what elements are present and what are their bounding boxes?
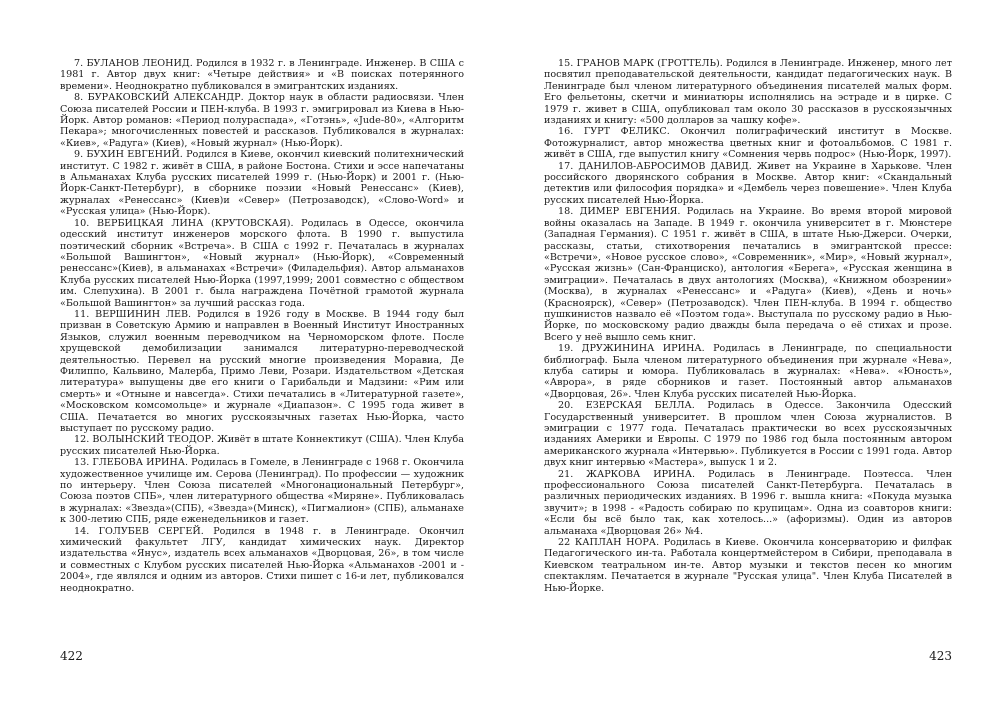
page-number-right: 423: [929, 649, 952, 663]
entry-12: 12. ВОЛЫНСКИЙ ТЕОДОР. Живёт в штате Коннектикут (США). Член Клуба русских писателей Нью-Йорка.: [60, 434, 464, 457]
entry-10: 10. ВЕРБИЦКАЯ ЛИНА (КРУТОВСКАЯ). Родилась в Одессе, окончила одесский институт инженеров морского флота. В 1990 г. выпустила поэтический сборник «Встреча». В США с 1992 г. Печаталась в журналах «Большой Вашингтон», «Новый журнал» (Нью-Йорк), «Современный ренессанс»(Киев), в альманахах «Встречи» (Филадельфия). Автор альманахов Клуба русских писателей Нью-Йорка (1997,1999; 2001 совместно с обществом им. Слепухина). В 2001 г. была награждена Почётной грамотой журнала «Большой Вашингтон» за лучший рассказ года.: [60, 217, 464, 309]
entry-14: 14. ГОЛУБЕВ СЕРГЕЙ. Родился в 1948 г. в Ленинграде. Окончил химический факультет ЛГУ, кандидат химических наук. Директор издательства «Янус», издатель всех альманахов «Дворцовая, 26», в том числе и совместных с Клубом русских писателей Нью-Йорка «Альманахов -2001 и - 2004», где являлся и одним из авторов. Стихи пишет с 16-и лет, публиковался неоднократно.: [60, 525, 464, 594]
right-page: [500, 0, 1000, 707]
entry-16: 16. ГУРТ ФЕЛИКС. Окончил полиграфический институт в Москве. Фотожурналист, автор множества цветных книг и фотоальбомов. С 1981 г. живёт в США, где выпустил книгу «Сомнения червь подрос» (Нью-Йорк, 1997).: [544, 126, 952, 161]
entry-19: 19. ДРУЖИНИНА ИРИНА. Родилась в Ленинграде, по специальности библиограф. Была членом литературного объединения при журнале «Нева», клуба сатиры и юмора. Публиковалась в журналах: «Нева». «Юность», «Аврора», в ряде сборников и газет. Постоянный автор альманахов «Дворцовая, 26». Член Клуба русских писателей Нью-Йорка.: [544, 343, 952, 400]
entry-21: 21. ЖАРКОВА ИРИНА. Родилась в Ленинграде. Поэтесса. Член профессионального Союза писателей Санкт-Петербурга. Печаталась в различных периодических изданиях. В 1996 г. вышла книга: «Покуда музыка звучит»; в 1998 - «Радость собираю по крупицам». Одна из соавторов книги: «Если бы всё было так, как хотелось...» (афоризмы). Один из авторов альманаха «Дворцовая 26» №4.: [544, 468, 952, 537]
entry-13: 13. ГЛЕБОВА ИРИНА. Родилась в Гомеле, в Ленинграде с 1968 г. Окончила художественное училище им. Серова (Ленинград). По профессии — художник по интерьеру. Член Союза писателей «Многонациональный Петербург», Союза поэтов СПБ», член литературного общества «Миряне». Публиковалась в журналах: «Звезда»(СПБ), «Звезда»(Минск), «Пигмалион» (СПБ), альманахе к 300-летию СПБ, ряде еженедельников и газет.: [60, 457, 464, 526]
entry-11: 11. ВЕРШИНИН ЛЕВ. Родился в 1926 году в Москве. В 1944 году был призван в Советскую Армию и направлен в Военный Институт Иностранных Языков, служил военным переводчиком на Черноморском флоте. После хрущевской демобилизации занимался литературно-переводческой деятельностью. Перевел на русский многие произведения Моравиа, Де Филиппо, Кальвино, Малерба, Примо Леви, Розари. Издательством «Детская литература» выпущены две его книги о Гарибальди и Мадзини: «Рим или смерть» и «Отныне и навсегда». Стихи печатались в «Литературной газете», «Московском комсомольце» и журнале «Диапазон». С 1995 года живет в США. Печатается во многих русскоязычных газетах Нью-Йорка, часто выступает по русскому радио.: [60, 308, 464, 434]
entry-17: 17. ДАНИЛОВ-АБРОСИМОВ ДАВИД. Живет на Украине в Харькове. Член российского дворянского собрания в Москве. Автор книг: «Скандальный детектив или философия порядка» и «Дембель через повешение». Член Клуба русских писателей Нью-Йорка.: [544, 160, 952, 206]
entry-22: 22 КАПЛАН НОРА. Родилась в Киеве. Окончила консерваторию и филфак Педагогического ин-та. Работала концертмейстером в Сибири, преподавала в Киевском театральном ин-те. Автор музыки и текстов песен ко многим спектаклям. Печатается в журнале "Русская улица". Член Клуба Писателей в Нью-Йорке.: [544, 537, 952, 594]
left-entries: [60, 58, 464, 594]
entry-18: 18. ДИМЕР ЕВГЕНИЯ. Родилась на Украине. Во время второй мировой войны оказалась на Западе. В 1949 г. окончила университет в г. Мюнстере (Западная Германия). С 1951 г. живёт в США, в штате Нью-Джерси. Очерки, рассказы, статьи, стихотворения печатались в эмигрантской прессе: «Встречи», «Новое русское слово», «Современник», «Мир», «Новый журнал», «Русская жизнь» (Сан-Франциско), антология «Берега», «Русская женщина в эмиграции». Печаталась в двух антологиях (Москва), «Книжном обозрении» (Москва), в журналах «Ренессанс» и «Радуга» (Киев), «День и ночь» (Красноярск), «Север» (Петрозаводск). Член ПЕН-клуба. В 1994 г. общество пушкинистов назвало её «Поэтом года». Выступала по русскому радио в Нью-Йорке, по московскому радио дважды была передача о её стихах и прозе. Всего у неё вышло семь книг.: [544, 206, 952, 343]
entry-9: 9. БУХИН ЕВГЕНИЙ. Родился в Киеве, окончил киевский политехнический институт. С 1982 г. живёт в США, в районе Бостона. Стихи и эссе напечатаны в Альманахах Клуба русских писателей 1999 г. (Нью-Йорк) и 2001 г. (Нью-Йорк-Санкт-Петербург), в сборнике поэзии «Новый Ренессанс» (Киев), журналах «Ренессанс» (Киев)и «Север» (Петрозаводск), «Слово-Word» и «Русская улица» (Нью-Йорк).: [60, 149, 464, 218]
entry-7: 7. БУЛАНОВ ЛЕОНИД. Родился в 1932 г. в Ленинграде. Инженер. В США с 1981 г. Автор двух книг: «Четыре действия» и «В поисках потерянного времени». Неоднократно публиковался в эмигрантских изданиях.: [60, 58, 464, 92]
right-entries: [544, 58, 952, 594]
entry-8: 8. БУРАКОВСКИЙ АЛЕКСАНДР. Доктор наук в области радиосвязи. Член Союза писателей России и ПЕН-клуба. В 1993 г. эмигрировал из Киева в Нью-Йорк. Автор романов: «Период полураспада», «Готэнь», «Jude-80», «Алгоритм Пекара»; многочисленных повестей и рассказов. Публиковался в журналах: «Киев», «Радуга» (Киев), «Новый журнал» (Нью-Йорк).: [60, 92, 464, 149]
entry-15: 15. ГРАНОВ МАРК (ГРОТТЕЛЬ). Родился в Ленинграде. Инженер, много лет посвятил преподавательской деятельности, кандидат педагогических наук. В Ленинграде был членом литературного объединения писателей малых форм. Его фельетоны, скетчи и миниатюры исполнялись на эстраде и в цирке. С 1979 г. живет в США, опубликовал там около 30 рассказов в русскоязычных изданиях и книгу: «500 долларов за чашку кофе».: [544, 58, 952, 127]
page-number-left: 422: [60, 649, 83, 663]
entry-20: 20. ЕЗЕРСКАЯ БЕЛЛА. Родилась в Одессе. Закончила Одесский Государственный университет. В прошлом член Союза журналистов. В эмиграции с 1977 года. Печаталась практически во всех русскоязычных изданиях Америки и Европы. С 1979 по 1986 год была постоянным автором американского журнала «Интервью». Публикуется в России с 1991 года. Автор двух книг интервью «Мастера», выпуск 1 и 2.: [544, 400, 952, 469]
